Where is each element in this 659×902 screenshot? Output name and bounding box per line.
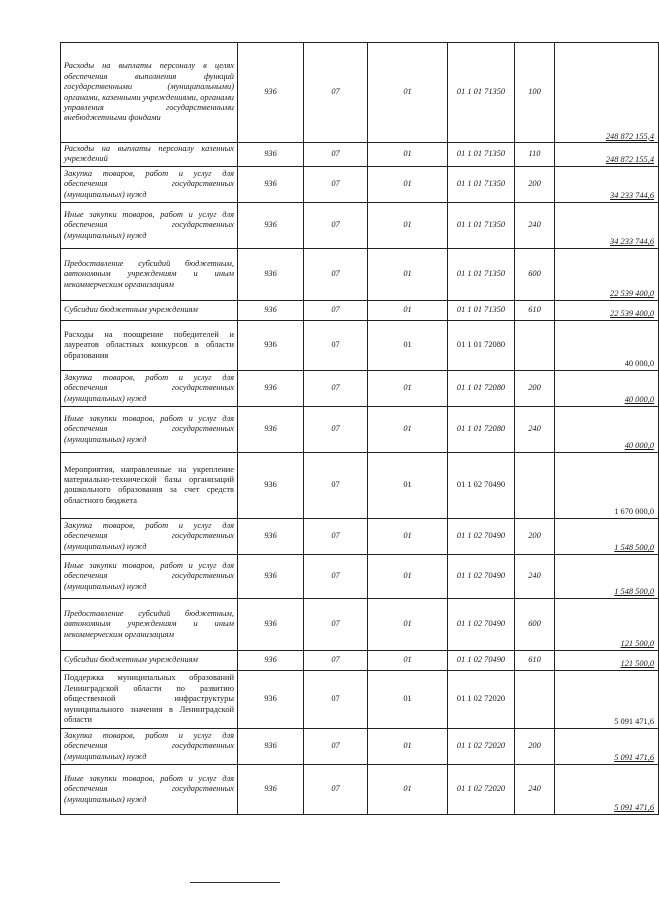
table-row [61, 728, 659, 764]
row-csr: 01 1 01 71350 [448, 166, 515, 202]
row-name: Поддержка муниципальных образований Ленинградской области по развитию общественной инфраструктуры муниципального значения в Ленинградской области [61, 670, 238, 728]
row-ved: 936 [238, 248, 304, 300]
row-name: Закупка товаров, работ и услуг для обеспечения государственных (муниципальных) нужд [61, 728, 238, 764]
table-row [61, 452, 659, 518]
row-pr: 01 [368, 43, 448, 143]
row-ved: 936 [238, 764, 304, 814]
row-ved: 936 [238, 320, 304, 370]
row-pr: 01 [368, 728, 448, 764]
row-vr: 200 [515, 518, 555, 554]
row-pr: 01 [368, 320, 448, 370]
row-ved: 936 [238, 670, 304, 728]
row-sum: 40 000,0 [555, 370, 659, 406]
row-pr: 01 [368, 370, 448, 406]
row-csr: 01 1 02 70490 [448, 452, 515, 518]
budget-table [60, 42, 659, 815]
row-csr: 01 1 01 72080 [448, 406, 515, 452]
row-rz: 07 [304, 300, 368, 320]
table-row [61, 166, 659, 202]
row-name: Закупка товаров, работ и услуг для обеспечения государственных (муниципальных) нужд [61, 370, 238, 406]
row-sum: 248 872 155,4 [555, 43, 659, 143]
row-rz: 07 [304, 452, 368, 518]
table-row [61, 670, 659, 728]
row-ved: 936 [238, 370, 304, 406]
row-pr: 01 [368, 518, 448, 554]
table-row [61, 248, 659, 300]
row-rz: 07 [304, 764, 368, 814]
row-ved: 936 [238, 166, 304, 202]
row-ved: 936 [238, 650, 304, 670]
row-csr: 01 1 01 72080 [448, 320, 515, 370]
row-vr: 240 [515, 554, 555, 598]
row-ved: 936 [238, 452, 304, 518]
row-name: Субсидии бюджетным учреждениям [61, 650, 238, 670]
row-sum: 5 091 471,6 [555, 670, 659, 728]
row-csr: 01 1 02 70490 [448, 650, 515, 670]
row-rz: 07 [304, 143, 368, 167]
table-row [61, 143, 659, 167]
row-vr: 200 [515, 166, 555, 202]
row-pr: 01 [368, 202, 448, 248]
row-ved: 936 [238, 300, 304, 320]
row-vr: 200 [515, 728, 555, 764]
row-sum: 22 539 400,0 [555, 248, 659, 300]
row-pr: 01 [368, 166, 448, 202]
table-row [61, 406, 659, 452]
row-pr: 01 [368, 406, 448, 452]
row-pr: 01 [368, 300, 448, 320]
table-row [61, 598, 659, 650]
row-name: Расходы на выплаты персоналу в целях обеспечения выполнения функций государственными (муниципальными) органами, казенными учреждениями, органами управления государственными внебюджетными фондами [61, 43, 238, 143]
row-name: Мероприятия, направленные на укрепление материально-технической базы организаций дошкольного образования за счет средств областного бюджета [61, 452, 238, 518]
row-pr: 01 [368, 598, 448, 650]
row-rz: 07 [304, 598, 368, 650]
row-csr: 01 1 01 72080 [448, 370, 515, 406]
row-sum: 121 500,0 [555, 650, 659, 670]
row-name: Расходы на выплаты персоналу казенных учреждений [61, 143, 238, 167]
row-ved: 936 [238, 598, 304, 650]
row-sum: 40 000,0 [555, 320, 659, 370]
row-vr: 600 [515, 598, 555, 650]
row-pr: 01 [368, 143, 448, 167]
row-rz: 07 [304, 202, 368, 248]
row-name: Субсидии бюджетным учреждениям [61, 300, 238, 320]
row-vr [515, 320, 555, 370]
row-ved: 936 [238, 43, 304, 143]
row-vr: 610 [515, 650, 555, 670]
row-name: Закупка товаров, работ и услуг для обеспечения государственных (муниципальных) нужд [61, 166, 238, 202]
row-name: Иные закупки товаров, работ и услуг для обеспечения государственных (муниципальных) нужд [61, 406, 238, 452]
table-row [61, 43, 659, 143]
row-rz: 07 [304, 43, 368, 143]
table-row [61, 300, 659, 320]
row-rz: 07 [304, 406, 368, 452]
row-name: Закупка товаров, работ и услуг для обеспечения государственных (муниципальных) нужд [61, 518, 238, 554]
table-row [61, 518, 659, 554]
row-vr: 240 [515, 406, 555, 452]
row-ved: 936 [238, 554, 304, 598]
row-csr: 01 1 01 71350 [448, 202, 515, 248]
row-ved: 936 [238, 143, 304, 167]
row-ved: 936 [238, 518, 304, 554]
row-name: Иные закупки товаров, работ и услуг для обеспечения государственных (муниципальных) нужд [61, 554, 238, 598]
row-name: Предоставление субсидий бюджетным, автономным учреждениям и иным некоммерческим организациям [61, 598, 238, 650]
row-vr [515, 670, 555, 728]
row-vr [515, 452, 555, 518]
table-row [61, 764, 659, 814]
row-rz: 07 [304, 518, 368, 554]
row-csr: 01 1 02 70490 [448, 518, 515, 554]
row-pr: 01 [368, 248, 448, 300]
row-vr: 240 [515, 764, 555, 814]
row-pr: 01 [368, 764, 448, 814]
row-vr: 240 [515, 202, 555, 248]
row-vr: 610 [515, 300, 555, 320]
row-name: Предоставление субсидий бюджетным, автономным учреждениям и иным некоммерческим организациям [61, 248, 238, 300]
row-name: Расходы на поощрение победителей и лауреатов областных конкурсов в области образования [61, 320, 238, 370]
footer-rule [190, 882, 280, 883]
budget-table-body [61, 43, 659, 815]
row-csr: 01 1 01 71350 [448, 143, 515, 167]
row-sum: 5 091 471,6 [555, 728, 659, 764]
row-rz: 07 [304, 554, 368, 598]
row-name: Иные закупки товаров, работ и услуг для обеспечения государственных (муниципальных) нужд [61, 764, 238, 814]
row-sum: 121 500,0 [555, 598, 659, 650]
row-rz: 07 [304, 166, 368, 202]
row-ved: 936 [238, 202, 304, 248]
row-rz: 07 [304, 320, 368, 370]
row-sum: 1 548 500,0 [555, 518, 659, 554]
row-vr: 100 [515, 43, 555, 143]
row-csr: 01 1 02 70490 [448, 598, 515, 650]
row-vr: 110 [515, 143, 555, 167]
row-rz: 07 [304, 370, 368, 406]
row-sum: 34 233 744,6 [555, 202, 659, 248]
row-ved: 936 [238, 406, 304, 452]
row-pr: 01 [368, 650, 448, 670]
row-pr: 01 [368, 452, 448, 518]
row-sum: 40 000,0 [555, 406, 659, 452]
row-sum: 248 872 155,4 [555, 143, 659, 167]
table-row [61, 650, 659, 670]
row-sum: 5 091 471,6 [555, 764, 659, 814]
row-pr: 01 [368, 554, 448, 598]
row-sum: 22 539 400,0 [555, 300, 659, 320]
row-rz: 07 [304, 650, 368, 670]
row-csr: 01 1 02 70490 [448, 554, 515, 598]
row-sum: 34 233 744,6 [555, 166, 659, 202]
row-vr: 600 [515, 248, 555, 300]
row-rz: 07 [304, 670, 368, 728]
row-ved: 936 [238, 728, 304, 764]
row-name: Иные закупки товаров, работ и услуг для обеспечения государственных (муниципальных) нужд [61, 202, 238, 248]
table-row [61, 370, 659, 406]
row-csr: 01 1 02 72020 [448, 764, 515, 814]
row-csr: 01 1 01 71350 [448, 300, 515, 320]
row-csr: 01 1 01 71350 [448, 43, 515, 143]
row-sum: 1 670 000,0 [555, 452, 659, 518]
row-csr: 01 1 01 71350 [448, 248, 515, 300]
row-csr: 01 1 02 72020 [448, 728, 515, 764]
table-row [61, 320, 659, 370]
table-row [61, 202, 659, 248]
row-rz: 07 [304, 728, 368, 764]
row-vr: 200 [515, 370, 555, 406]
row-pr: 01 [368, 670, 448, 728]
row-sum: 1 548 500,0 [555, 554, 659, 598]
table-row [61, 554, 659, 598]
row-rz: 07 [304, 248, 368, 300]
row-csr: 01 1 02 72020 [448, 670, 515, 728]
